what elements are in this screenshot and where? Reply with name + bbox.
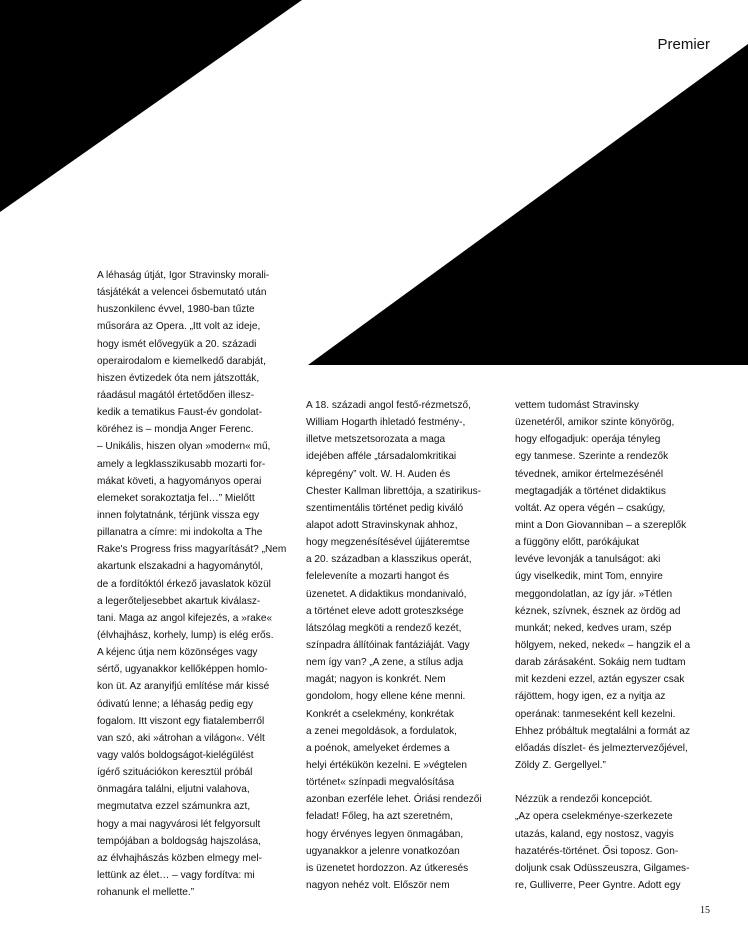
text-line: – Unikális, hiszen olyan »modern« mű, bbox=[97, 441, 271, 453]
text-line: önmagára találni, eljutni valahova, bbox=[97, 784, 250, 796]
text-line: színpadra állítóinak fantáziáját. Vagy bbox=[306, 639, 470, 651]
text-line: tásjátékát a velencei ősbemutató után bbox=[97, 287, 267, 299]
text-line: munkát; neked, kedves uram, szép bbox=[515, 622, 672, 634]
text-line: üzenetet. A didaktikus mondanivaló, bbox=[306, 588, 467, 600]
text-line: történet« színpadi megvalósítása bbox=[306, 777, 455, 789]
text-line: innen folytatnánk, térjünk vissza egy bbox=[97, 509, 260, 521]
text-line: vagy valós boldogságot-kielégülést bbox=[97, 749, 254, 761]
text-line: a függöny előtt, parókájukat bbox=[515, 537, 640, 549]
text-line: nem így van? „A zene, a stílus adja bbox=[306, 657, 464, 669]
text-line: hiszen évtizedek óta nem játszották, bbox=[97, 372, 260, 384]
text-line: levéve levonják a tanulságot: aki bbox=[515, 554, 661, 566]
text-line: ódivatú lenne; a léhaság pedig egy bbox=[97, 698, 254, 710]
text-line: hölgyem, neked, neked« – hangzik el a bbox=[515, 639, 691, 651]
text-line: A 18. századi angol festő-rézmetsző, bbox=[306, 400, 471, 411]
text-line: látszólag megköti a rendező kezét, bbox=[306, 622, 462, 634]
text-line: huszonkilenc évvel, 1980-ban tűzte bbox=[97, 304, 255, 316]
text-line: feladat! Főleg, ha azt szeretném, bbox=[306, 811, 454, 823]
text-line: az élvhajhászás közben elmegy mel- bbox=[97, 852, 262, 864]
text-line: amely a legklasszikusabb mozarti for- bbox=[97, 458, 266, 470]
text-line: A léhaság útját, Igor Stravinsky morali- bbox=[97, 270, 270, 281]
text-line: képregény” volt. W. H. Auden és bbox=[306, 468, 451, 480]
text-line: hogy érvényes legyen önmagában, bbox=[306, 828, 464, 840]
text-line: operairodalom e kiemelkedő darabját, bbox=[97, 355, 266, 367]
section-title: Premier bbox=[657, 36, 710, 53]
text-line: a zenei megoldások, a fordulatok, bbox=[306, 725, 457, 737]
text-line: de a fordítóktól érkező javaslatok közül bbox=[97, 578, 271, 590]
text-line: a legerőteljesebbet akartuk kiválasz- bbox=[97, 595, 261, 607]
text-line: hazatérés-történet. Ősi toposz. Gon- bbox=[515, 845, 679, 857]
text-line: voltát. Az opera végén – csakúgy, bbox=[515, 502, 666, 514]
text-line: ígérő szituációkon keresztül próbál bbox=[97, 767, 253, 779]
text-line: a 20. században a klasszikus operát, bbox=[306, 554, 472, 566]
text-line: Nézzük a rendezői koncepciót. bbox=[515, 794, 653, 806]
text-line: darab zárásaként. Sokáig nem tudtam bbox=[515, 657, 686, 669]
text-line: mit kezdeni ezzel, aztán egyszer csak bbox=[515, 674, 685, 686]
text-line: rájöttem, hogy igen, ez a nyitja az bbox=[515, 691, 666, 703]
article-column-1 bbox=[97, 267, 286, 901]
text-line: elemeket sorakoztatja fel…” Mielőtt bbox=[97, 492, 255, 504]
text-line: hogy elfogadjuk: operája tényleg bbox=[515, 434, 661, 446]
text-line: feleleveníte a mozarti hangot és bbox=[306, 571, 450, 583]
text-line: doljunk csak Odüsszeuszra, Gilgames- bbox=[515, 862, 690, 874]
text-line: műsorára az Opera. „Itt volt az ideje, bbox=[97, 321, 261, 333]
text-line: mákat követi, a hagyományos operai bbox=[97, 475, 262, 487]
text-line: tani. Maga az angol kifejezés, a »rake« bbox=[97, 612, 273, 624]
text-line: Chester Kallman librettója, a szatirikus- bbox=[306, 485, 482, 497]
text-line: Zöldy Z. Gergellyel.” bbox=[515, 759, 606, 771]
text-line: rohanunk el mellette.” bbox=[97, 887, 195, 899]
text-line: azonban ezerféle lehet. Óriási rendezői bbox=[306, 794, 482, 806]
text-line: Rake's Progress friss magyarítását? „Nem bbox=[97, 544, 287, 556]
text-line: operának: tanmeseként kell kezelni. bbox=[515, 708, 676, 720]
text-line: egy tanmese. Szerinte a rendezők bbox=[515, 451, 669, 463]
text-line: sértő, ugyanakkor kellőképpen homlo- bbox=[97, 664, 268, 676]
text-line: van szó, aki »átrohan a világon«. Vélt bbox=[97, 732, 265, 744]
text-line: William Hogarth ihletadó festmény-, bbox=[306, 417, 466, 429]
text-line: akartunk elszakadni a hagyománytól, bbox=[97, 561, 264, 573]
text-line: hogy a mai nagyvárosi lét felgyorsult bbox=[97, 818, 261, 830]
text-line: nagyon nehéz volt. Először nem bbox=[306, 879, 450, 891]
text-line: A kéjenc útja nem közönséges vagy bbox=[97, 647, 258, 659]
text-line: utazás, kaland, egy nostosz, vagyis bbox=[515, 828, 674, 840]
text-line: ugyanakkor a jelenre vonatkozóan bbox=[306, 845, 460, 857]
text-line bbox=[515, 774, 690, 791]
text-line: gondolom, hogy ellene kéne menni. bbox=[306, 691, 466, 703]
text-line: úgy viselkedik, mint Tom, ennyire bbox=[515, 571, 663, 583]
text-line: mint a Don Giovanniban – a szereplők bbox=[515, 519, 687, 531]
text-line: vettem tudomást Stravinsky bbox=[515, 400, 639, 411]
text-line: meggondolatlan, az így jár. »Tétlen bbox=[515, 588, 673, 600]
text-line: kon üt. Az aranyifjú említése már kissé bbox=[97, 681, 270, 693]
top-left-black-triangle bbox=[0, 0, 302, 212]
text-line: lettünk az élet… – vagy fordítva: mi bbox=[97, 869, 255, 881]
text-line: Ehhez próbáltuk megtalálni a formát az bbox=[515, 725, 691, 737]
text-line: alapot adott Stravinskynak ahhoz, bbox=[306, 519, 458, 531]
text-line: pillanatra a címre: mi indokolta a The bbox=[97, 527, 263, 539]
text-line: tempójában a boldogság hajszolása, bbox=[97, 835, 261, 847]
text-line: előadás díszlet- és jelmeztervezőjével, bbox=[515, 742, 688, 754]
text-line: ráadásul magától értetődően illesz- bbox=[97, 389, 255, 401]
text-line: köréhez is – mondja Anger Ferenc. bbox=[97, 424, 254, 436]
text-line: idejében afféle „társadalomkritikai bbox=[306, 451, 457, 463]
text-line: megmutatva ezzel számunkra azt, bbox=[97, 801, 251, 813]
text-line: a történet eleve adott groteszksége bbox=[306, 605, 464, 617]
article-column-3 bbox=[515, 397, 690, 894]
text-line: is üzenetet hordozzon. Az útkeresés bbox=[306, 862, 469, 874]
article-column-2 bbox=[306, 397, 482, 894]
text-line: üzenetéről, amikor szinte könyörög, bbox=[515, 417, 675, 429]
text-line: megtagadják a történet didaktikus bbox=[515, 485, 666, 497]
text-line: illetve metszetsorozata a maga bbox=[306, 434, 446, 446]
text-line: szentimentális történet pedig kiváló bbox=[306, 502, 464, 514]
text-line: re, Gulliverre, Peer Gyntre. Adott egy bbox=[515, 879, 681, 891]
text-line: hogy megzenésítésével újjáteremtse bbox=[306, 537, 470, 549]
text-line: a poénok, amelyeket érdemes a bbox=[306, 742, 450, 754]
text-line: fogalom. Itt viszont egy fiatalemberről bbox=[97, 715, 265, 727]
text-line: „Az opera cselekménye-szerkezete bbox=[515, 811, 673, 823]
text-line: hogy ismét elővegyük a 20. századi bbox=[97, 338, 257, 350]
text-line: (élvhajhász, korhely, lump) is elég erős. bbox=[97, 629, 274, 641]
page-number: 15 bbox=[700, 905, 710, 916]
text-line: tévednek, amikor értelmezésénél bbox=[515, 468, 664, 480]
text-line: magát; nagyon is konkrét. Nem bbox=[306, 674, 446, 686]
right-black-triangle bbox=[308, 44, 748, 365]
text-line: Konkrét a cselekmény, konkrétak bbox=[306, 708, 454, 720]
text-line: helyi értékükön kezelni. E »végtelen bbox=[306, 759, 468, 771]
text-line: kéznek, szívnek, észnek az ördög ad bbox=[515, 605, 681, 617]
text-line: kedik a tematikus Faust-év gondolat- bbox=[97, 407, 262, 419]
